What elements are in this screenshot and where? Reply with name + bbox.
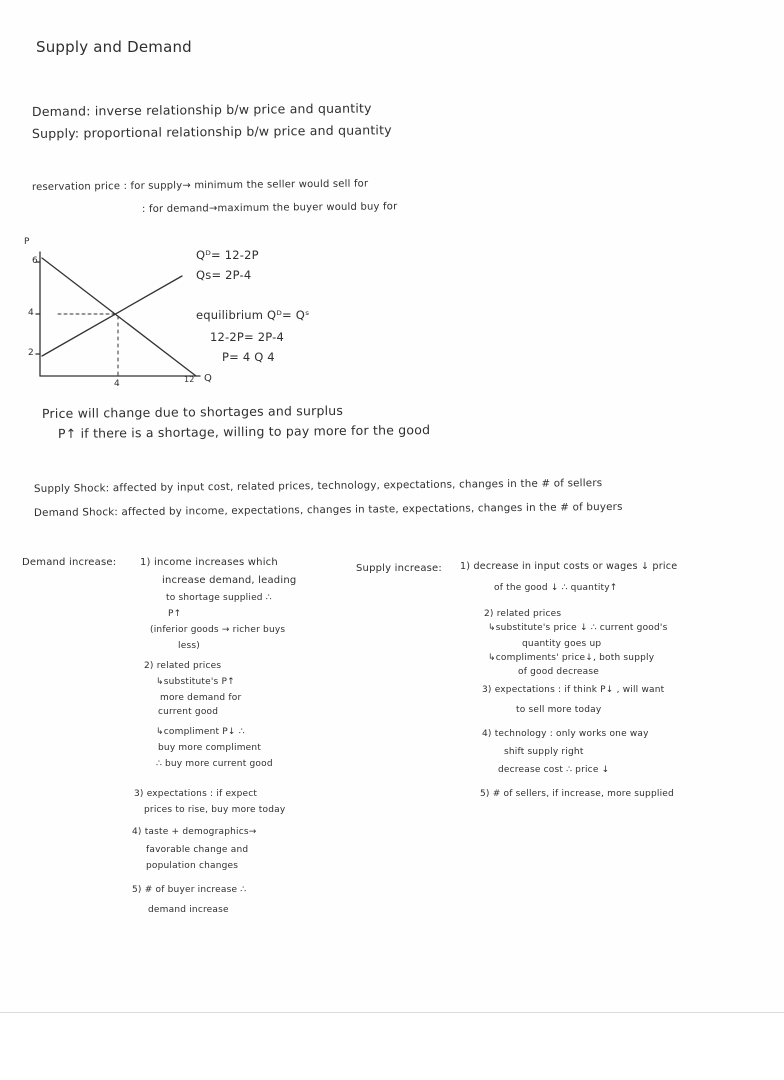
supply-curve: [42, 276, 182, 356]
x-tick-12: 12: [184, 375, 195, 384]
demand-shock: Demand Shock: affected by income, expectations, changes in taste, expectations, changes in the # of buyers: [33, 500, 623, 519]
demand-item2-line3: more demand for: [160, 693, 242, 703]
demand-item3-line2: prices to rise, buy more today: [144, 805, 286, 815]
demand-item2b-line3: ∴ buy more current good: [156, 759, 273, 769]
equilibrium-solve: 12-2P= 2P-4: [210, 330, 284, 344]
supply-item4-line3: decrease cost ∴ price ↓: [498, 765, 610, 775]
supply-item2-line3: quantity goes up: [522, 639, 602, 649]
price-change-line2: P↑ if there is a shortage, willing to pay more for the good: [57, 422, 431, 441]
demand-item1-note-line1: (inferior goods → richer buys: [150, 625, 286, 635]
demand-item2-line1: 2) related prices: [144, 661, 222, 671]
demand-item2b-line1: ↳compliment P↓ ∴: [156, 727, 245, 737]
supply-equation: Qs= 2P-4: [196, 268, 252, 282]
supply-item5-line1: 5) # of sellers, if increase, more supplied: [480, 789, 674, 799]
page-title: Supply and Demand: [36, 38, 192, 56]
supply-shock: Supply Shock: affected by input cost, related prices, technology, expectations, changes in the # of sellers: [33, 477, 603, 495]
y-tick-6: 6: [32, 256, 38, 266]
reservation-price-line2: : for demand→maximum the buyer would buy for: [141, 201, 398, 215]
x-tick-4: 4: [114, 379, 120, 389]
supply-item2-line1: 2) related prices: [484, 609, 562, 619]
page-bottom-edge: [0, 1012, 784, 1013]
demand-definition: Demand: inverse relationship b/w price and quantity: [31, 100, 372, 119]
demand-item2b-line2: buy more compliment: [158, 743, 262, 753]
equilibrium-result: P= 4 Q 4: [222, 350, 275, 364]
demand-item1-line4: P↑: [168, 609, 182, 619]
supply-item4-line2: shift supply right: [504, 747, 584, 757]
supply-item2-line5: of good decrease: [518, 667, 600, 677]
supply-item1-line1: 1) decrease in input costs or wages ↓ price: [460, 561, 678, 572]
demand-item4-line3: population changes: [146, 861, 239, 871]
supply-item2-line4: ↳compliments' price↓, both supply: [488, 653, 655, 663]
supply-item3-line2: to sell more today: [516, 705, 602, 715]
y-tick-2: 2: [28, 348, 34, 358]
demand-curve: [42, 258, 196, 376]
supply-item1-line2: of the good ↓ ∴ quantity↑: [494, 583, 618, 593]
demand-item3-line1: 3) expectations : if expect: [134, 789, 258, 799]
demand-item1-note-line2: less): [178, 641, 200, 651]
demand-item4-line2: favorable change and: [146, 845, 249, 855]
supply-definition: Supply: proportional relationship b/w price and quantity: [31, 122, 392, 141]
supply-item2-line2: ↳substitute's price ↓ ∴ current good's: [488, 623, 668, 633]
demand-equation: Qᴰ= 12-2P: [196, 248, 259, 262]
demand-item1-line2: increase demand, leading: [162, 575, 297, 586]
demand-item5-line1: 5) # of buyer increase ∴: [132, 885, 247, 895]
y-axis-label: P: [24, 237, 30, 247]
demand-item1-line1: 1) income increases which: [140, 557, 278, 568]
price-change-line1: Price will change due to shortages and surplus: [41, 402, 344, 421]
equilibrium-condition: equilibrium Qᴰ= Qˢ: [196, 308, 310, 322]
reservation-price-line1: reservation price : for supply→ minimum the seller would sell for: [31, 178, 369, 193]
demand-item2-line2: ↳substitute's P↑: [156, 677, 235, 687]
demand-increase-heading: Demand increase:: [22, 557, 117, 568]
demand-item5-line2: demand increase: [148, 905, 229, 915]
y-tick-4: 4: [28, 308, 34, 318]
supply-item4-line1: 4) technology : only works one way: [482, 729, 649, 739]
demand-item4-line1: 4) taste + demographics→: [132, 827, 257, 837]
supply-item3-line1: 3) expectations : if think P↓ , will want: [482, 685, 665, 695]
supply-increase-heading: Supply increase:: [356, 563, 442, 574]
x-axis-label: Q: [204, 373, 213, 384]
demand-item2-line4: current good: [158, 707, 219, 717]
demand-item1-line3: to shortage supplied ∴: [166, 593, 272, 603]
